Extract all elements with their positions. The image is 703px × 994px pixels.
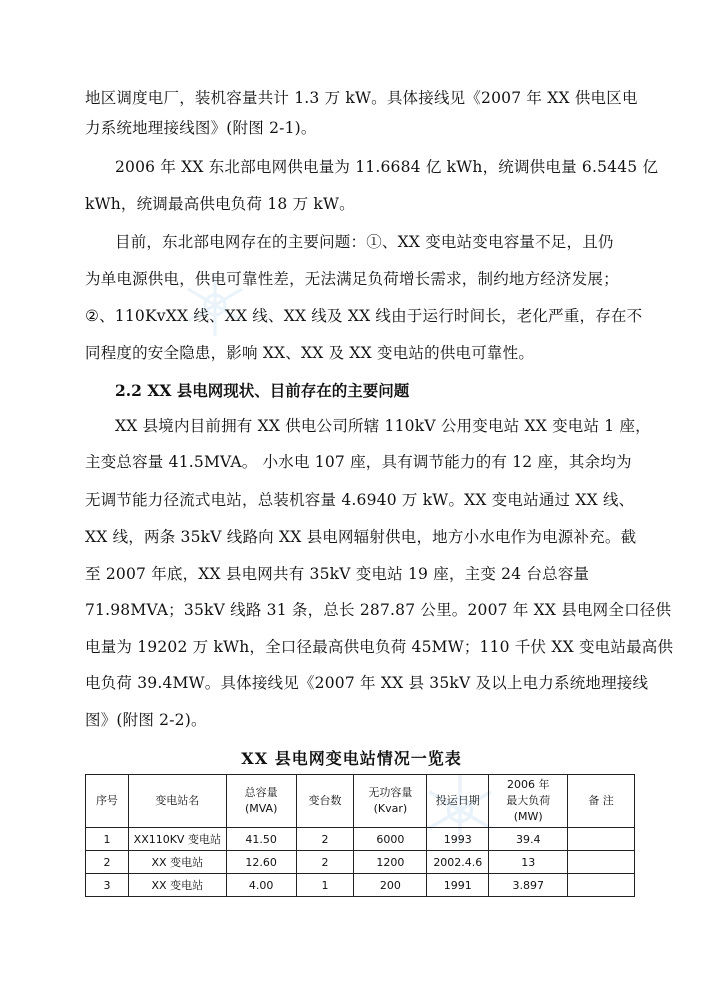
header-seq: 序号 <box>86 775 129 828</box>
paragraph-line: 地区调度电厂，装机容量共计 1.3 万 kW。具体接线见《2007 年 XX 供电区电 <box>85 89 638 107</box>
cell-capacity: 4.00 <box>226 874 296 897</box>
cell-name: XX 变电站 <box>128 874 226 897</box>
header-date: 投运日期 <box>427 775 489 828</box>
cell-reactive: 6000 <box>354 828 427 851</box>
header-name: 变电站名 <box>128 775 226 828</box>
paragraph-line: 力系统地理接线图》(附图 2-1)。 <box>85 119 317 137</box>
paragraph-line: 主变总容量 41.5MVA。 小水电 107 座，具有调节能力的有 12 座，其余均为 <box>85 453 632 471</box>
paragraph-line: kWh，统调最高供电负荷 18 万 kW。 <box>85 195 355 213</box>
cell-maxload: 3.897 <box>489 874 568 897</box>
paragraph-line: 电负荷 39.4MW。具体接线见《2007 年 XX 县 35kV 及以上电力系统地理接线 <box>85 674 649 692</box>
paragraph-line: 无调节能力径流式电站，总装机容量 4.6940 万 kW。XX 变电站通过 XX 线、 <box>85 491 635 509</box>
cell-capacity: 41.50 <box>226 828 296 851</box>
table-row <box>86 828 635 851</box>
cell-note <box>568 874 635 897</box>
header-maxload: 2006 年 最大负荷 (MW) <box>489 775 568 828</box>
cell-name: XX 变电站 <box>128 851 226 874</box>
cell-maxload: 13 <box>489 851 568 874</box>
paragraph-line: XX 县境内目前拥有 XX 供电公司所辖 110kV 公用变电站 XX 变电站 1 座， <box>115 417 651 435</box>
header-capacity: 总容量 (MVA) <box>226 775 296 828</box>
cell-reactive: 200 <box>354 874 427 897</box>
cell-date: 2002.4.6 <box>427 851 489 874</box>
cell-name: XX110KV 变电站 <box>128 828 226 851</box>
paragraph-line: 2006 年 XX 东北部电网供电量为 11.6684 亿 kWh，统调供电量 6.5445 亿 <box>115 158 659 176</box>
table-row <box>86 851 635 874</box>
header-reactive: 无功容量 (Kvar) <box>354 775 427 828</box>
cell-date: 1993 <box>427 828 489 851</box>
table-row <box>86 874 635 897</box>
cell-seq: 1 <box>86 828 129 851</box>
paragraph-line: 电量为 19202 万 kWh，全口径最高供电负荷 45MW；110 千伏 XX 变电站最高供 <box>85 638 674 656</box>
paragraph-line: 为单电源供电，供电可靠性差，无法满足负荷增长需求，制约地方经济发展； <box>85 270 619 288</box>
cell-note <box>568 828 635 851</box>
cell-reactive: 1200 <box>354 851 427 874</box>
substation-table <box>85 774 635 897</box>
paragraph-line: 至 2007 年底，XX 县电网共有 35kV 变电站 19 座，主变 24 台总容量 <box>85 565 590 583</box>
paragraph-line: 目前，东北部电网存在的主要问题：①、XX 变电站变电容量不足，且仍 <box>115 233 614 251</box>
paragraph-line: 同程度的安全隐患，影响 XX、XX 及 XX 变电站的供电可靠性。 <box>85 344 535 362</box>
cell-seq: 2 <box>86 851 129 874</box>
cell-capacity: 12.60 <box>226 851 296 874</box>
paragraph-line: ②、110KvXX 线、XX 线、XX 线及 XX 线由于运行时间长，老化严重，存在不 <box>85 307 643 325</box>
header-units: 变台数 <box>296 775 354 828</box>
cell-units: 2 <box>296 828 354 851</box>
cell-date: 1991 <box>427 874 489 897</box>
table-header-row <box>86 775 635 828</box>
cell-maxload: 39.4 <box>489 828 568 851</box>
table-caption: XX 县电网变电站情况一览表 <box>241 749 462 768</box>
paragraph-line: 图》(附图 2-2)。 <box>85 711 207 729</box>
paragraph-line: 71.98MVA；35kV 线路 31 条，总长 287.87 公里。2007 年 XX 县电网全口径供 <box>85 601 672 619</box>
section-heading: 2.2 XX 县电网现状、目前存在的主要问题 <box>115 381 410 400</box>
header-note: 备 注 <box>568 775 635 828</box>
cell-seq: 3 <box>86 874 129 897</box>
cell-units: 1 <box>296 874 354 897</box>
paragraph-line: XX 线，两条 35kV 线路向 XX 县电网辐射供电，地方小水电作为电源补充。截 <box>85 528 637 546</box>
cell-units: 2 <box>296 851 354 874</box>
cell-note <box>568 851 635 874</box>
